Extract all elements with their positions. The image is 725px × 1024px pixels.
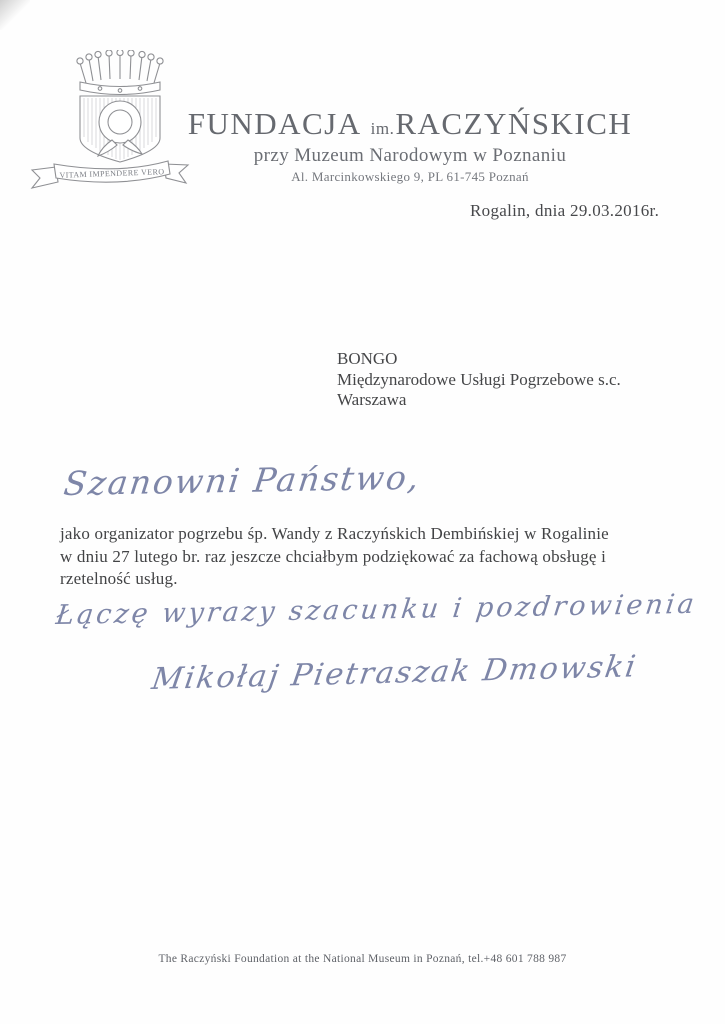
handwritten-salutation: Szanowni Państwo, xyxy=(61,457,424,503)
recipient-block xyxy=(337,349,621,411)
letterhead xyxy=(150,106,670,185)
recipient-name: BONGO xyxy=(337,349,398,368)
title-infix: im. xyxy=(370,119,395,138)
recipient-city: Warszawa xyxy=(337,390,407,409)
letter-body xyxy=(60,523,676,591)
title-word-1: FUNDACJA xyxy=(187,106,362,141)
foundation-address: Al. Marcinkowskiego 9, PL 61-745 Poznań xyxy=(291,169,529,184)
body-line: jako organizator pogrzebu śp. Wandy z Raczyńskich Dembińskiej w Rogalinie xyxy=(60,524,609,543)
foundation-subtitle: przy Muzeum Narodowym w Poznaniu xyxy=(253,145,567,166)
footer-line: The Raczyński Foundation at the National Museum in Poznań, tel.+48 601 788 987 xyxy=(158,953,567,965)
body-line: w dniu 27 lutego br. raz jeszcze chciałbym podziękować za fachową obsługę i xyxy=(60,546,607,566)
recipient-description: Międzynarodowe Usługi Pogrzebowe s.c. xyxy=(337,369,621,389)
body-line: rzetelność usług. xyxy=(60,569,178,588)
date-line: Rogalin, dnia 29.03.2016r. xyxy=(470,201,660,220)
scan-corner-artifact xyxy=(0,0,30,30)
crown-icon xyxy=(77,50,163,95)
handwritten-closing: Łączę wyrazy szacunku i pozdrowienia xyxy=(54,588,699,631)
title-word-2: RACZYŃSKICH xyxy=(395,106,633,141)
handwritten-signature: Mikołaj Pietraszak Dmowski xyxy=(149,649,640,697)
foundation-title xyxy=(150,106,670,142)
shield-icon xyxy=(80,96,160,162)
motto-text: VITAM IMPENDERE VERO xyxy=(59,167,165,180)
